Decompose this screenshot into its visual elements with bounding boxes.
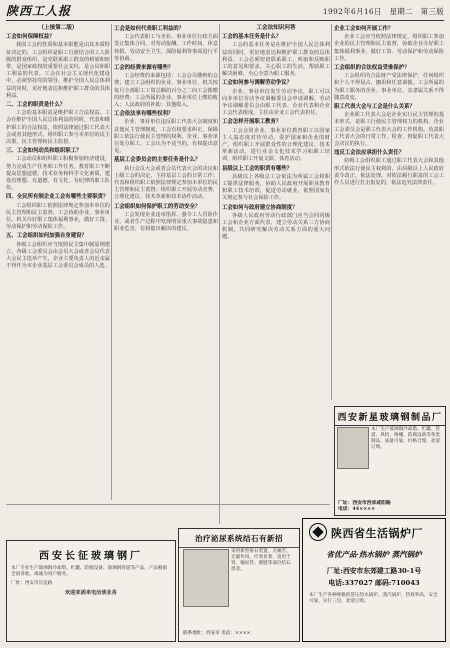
column-divider [331, 24, 332, 400]
answer-paragraph: 各级工会组织应当按照民主集中制原则建立，各级工会委员会由会员大会或者会员代表大会民主选举产生，企业主要负责人的近亲属不得作为本企业基层工会委员会成员的人选。 [6, 241, 110, 270]
article-column-3 [222, 24, 330, 534]
answer-paragraph: 工会发现企业违章指挥、强令工人冒险作业，或者生产过程中发现明显重大事故隐患和职业危害，有权提出解决的建议。 [114, 211, 218, 233]
section-rule [6, 504, 330, 505]
answer-paragraph: 企业、事业单位发生劳动争议，职工可以向本单位劳动争议调解委员会申请调解。劳动争议调解委员会由职工代表、企业代表和企业工会代表组成，主任由企业工会代表担任。 [222, 88, 330, 117]
article-column-1 [6, 24, 110, 500]
column-divider [219, 24, 220, 524]
answer-paragraph: 工会的基本职责是维护职工合法权益。工会在维护全国人民总体利益的同时，代表和维护职工的合法权益，依照法律通过职工代表大会或者其他形式，组织职工参与本单位的民主决策、民主管理和民主监督。 [6, 110, 110, 146]
advert-address: 厂址：西安市西郊咸阳路 [338, 499, 391, 506]
question-heading: 基层工会委员会的主要任务是什么？ [114, 157, 201, 164]
question-heading: 三、工会如何动员和组织职工？ [6, 148, 82, 155]
advert-slogan: 省优产品·热水锅炉 蒸汽锅炉 [326, 550, 422, 559]
question-heading: 工会的经费来源有哪些？ [114, 65, 174, 72]
answer-paragraph: 企业职工代表大会是企业实行民主管理的基本形式，是职工行使民主管理权力的机构。企业工会委员会是职工代表大会的工作机构，负责职工代表大会的日常工作，检查、督促职工代表大会决议的执行。 [334, 112, 444, 148]
question-heading: 职工代表大会与工会是什么关系？ [334, 104, 415, 111]
continuation-note: （上接第二版） [38, 25, 78, 31]
question-heading: 工会依法享有哪些权利？ [114, 111, 174, 118]
question-heading: 工会的基本任务是什么？ [222, 34, 282, 41]
advert-boiler-factory [302, 518, 446, 642]
issue-weekday: 星期二 [389, 7, 413, 16]
page-number: 第三版 [420, 7, 444, 16]
answer-paragraph: 工会的基本任务是在维护全国人民总体利益的同时，更好地表达和维护职工群众的具体利益。工会必须密切联系职工，听取和反映职工的意见和要求，关心职工的生活，帮助职工解决困难，全心全意为职工服务。 [222, 42, 330, 78]
advert-changzheng-glass [6, 540, 176, 642]
advert-text: 本厂专业生产玻璃钢冷却塔、贮罐、防腐设备、玻璃钢管道等产品，产品畅销全国各地，竭诚为用户服务。 [11, 566, 168, 577]
device-photo [183, 549, 229, 607]
question-heading: 县级以上工会的职责有哪些？ [222, 165, 293, 172]
article-column-4 [334, 24, 444, 400]
question-heading: 工会组织如何保护职工的劳动安全？ [114, 203, 201, 210]
section-title: 工会法知识问答 [256, 25, 296, 31]
question-heading: 企业工会如何开展工作？ [334, 26, 394, 32]
issue-date: 1992年6月16日 [322, 7, 382, 16]
question-heading: 工会如何保障权益？ [6, 34, 55, 41]
advert-title: 陕西省生活锅炉厂 [331, 527, 423, 540]
question-heading: 二、工会的职责是什么？ [6, 102, 66, 109]
dateline [318, 6, 444, 17]
answer-paragraph: 工会经费的来源包括：工会会员缴纳的会费；建立工会组织的企业、事业单位、机关按每月全部职工工资总额的百分之二向工会拨缴的经费；工会所属的企业、事业单位上缴的收入；人民政府的补助；其他收入。 [114, 73, 218, 109]
answer-paragraph: 工会动员和组织职工积极参加经济建设，努力完成生产任务和工作任务。教育职工不断提高思想道德、技术业务和科学文化素质，建设有理想、有道德、有文化、有纪律的职工队伍。 [6, 156, 110, 192]
column-divider [111, 24, 112, 500]
answer-paragraph: 工会会同企业、事业单位教育职工以国家主人翁态度对待劳动，爱护国家和企业的财产，组织职工开展群众性的合理化建议、技术革新活动，进行业余文化技术学习和职工培训，组织职工开展文娱、体育活动。 [222, 127, 330, 163]
question-heading: 工会如何参与调解劳动争议？ [222, 80, 293, 87]
question-heading: 工会怎样开展职工教育？ [222, 119, 282, 126]
advert-footer [338, 500, 442, 512]
answer-paragraph: 企业工会应当依照法律规定，组织职工参加企业的民主管理和民主监督，协助企业办好职工集体福利事业，做好工资、劳动保护和劳动保险工作。 [334, 34, 444, 62]
answer-paragraph: 县级以上各级总工会依法为所属工会和职工提供法律服务，协助人民政府开展职业教育和职工技术培训，促进劳动就业，依照国家有关规定参与社会保险工作。 [222, 173, 330, 202]
advert-phone: 电话：44×××× [338, 505, 376, 512]
advert-title: 治疗泌尿系统结石有新招 [179, 529, 299, 548]
answer-paragraph: 工会组织职工依照法律规定参加本单位的民主管理和民主监督。工会协助企业、事业单位、机关办好职工集体福利事业，做好工资、劳动保护和劳动保险工作。 [6, 202, 110, 231]
advert-title: 西安长征玻璃钢厂 [39, 551, 143, 562]
answer-paragraph: 各级人民政府劳动行政部门应当会同同级工会和企业方面代表，建立劳动关系三方协商机制，共同研究解决劳动关系方面的重大问题。 [222, 212, 330, 241]
question-heading: 工会组织的合法权益受谁保护？ [334, 65, 410, 72]
advert-medical [178, 528, 300, 642]
advert-text: 采用新型排石装置，无痛苦、无副作用，疗效显著，适用于肾、输尿管、膀胱等部位结石患者。 [231, 549, 291, 572]
question-heading: 工会是如何代表职工利益的？ [114, 26, 185, 32]
answer-paragraph: 我国工会的性质和基本职能是由其本质特征决定的。工会组织是职工自愿结合的工人阶级的群众组织，是党联系职工群众的桥梁和纽带，是国家政权的重要社会支柱，是会员和职工利益的代表。工会在社会主义现代化建设中，必须坚持党的领导，维护全国人民总体利益的同时，更好地表达和维护职工群众的具体利益。 [6, 42, 110, 99]
answer-paragraph: 妨碍工会组织职工通过职工代表大会和其他形式依法行使民主权利的，由县级以上人民政府责令改正，依法处理。对依法履行职责的工会工作人员进行打击报复的，依法追究法律责任。 [334, 158, 444, 187]
advert-address: 厂址：西安市长征路 [11, 581, 53, 586]
question-heading: 四、全民所有制企业工会有哪些主要职责？ [6, 194, 109, 201]
question-heading: 工会如何与政府建立协商制度？ [222, 204, 298, 211]
advert-contact: 欢迎来函来电洽谈业务 [65, 590, 117, 596]
newspaper-logo: 陕西工人报 [6, 4, 72, 18]
advert-text: 本厂生产玻璃钢冷却塔、贮罐、管道、风机、格栅、防腐设备等各类制品，质量可靠，价格合理，欢迎订购。 [371, 427, 440, 450]
product-photo [337, 427, 369, 469]
answer-paragraph: 执行会员大会或者会员代表大会的决议和上级工会的决定，主持基层工会的日常工作；代表和组织职工依照法律规定参加本单位的民主管理和民主监督；组织职工开展劳动竞赛、合理化建议、技术革新和技术协作活动。 [114, 165, 218, 201]
masthead [6, 2, 444, 21]
answer-paragraph: 企业、事业单位违反职工代表大会制度和其他民主管理制度，工会有权要求纠正，保障职工依法行使民主管理的权利。企业、事业单位处分职工，工会认为不适当的，有权提出意见。 [114, 119, 218, 155]
advert-contact: 联系地址：西安市 电话：×××× [183, 631, 251, 636]
advert-header [303, 519, 445, 545]
advert-address: 厂址:西安市东郊建工路30-1号 [326, 567, 422, 575]
question-heading: 五、工会组织如何加强自身建设？ [6, 233, 87, 240]
answer-paragraph: 工会代表职工与企业、事业单位行政方面签订集体合同，对劳动报酬、工作时间、休息休假、劳动安全卫生、保险福利等事项进行平等协商。 [114, 34, 218, 62]
advert-xinxing-glass [334, 406, 446, 516]
question-heading: 违反工会法应承担什么责任？ [334, 150, 405, 157]
advert-title: 西安新星玻璃钢制品厂 [335, 407, 445, 426]
advert-text: 本厂生产各种规格的常压热水锅炉、蒸汽锅炉，热效率高，安全可靠，实行三包，欢迎订购。 [309, 593, 438, 604]
advert-phone: 电话:337027 邮码:710043 [328, 579, 420, 587]
article-column-2 [114, 24, 218, 500]
answer-paragraph: 工会组织的合法财产受法律保护，任何组织和个人不得侵占、挪用和任意调拨。工会所属的为职工服务的企业、事业单位，其隶属关系不得随意改变。 [334, 73, 444, 101]
factory-logo-icon [309, 523, 327, 541]
